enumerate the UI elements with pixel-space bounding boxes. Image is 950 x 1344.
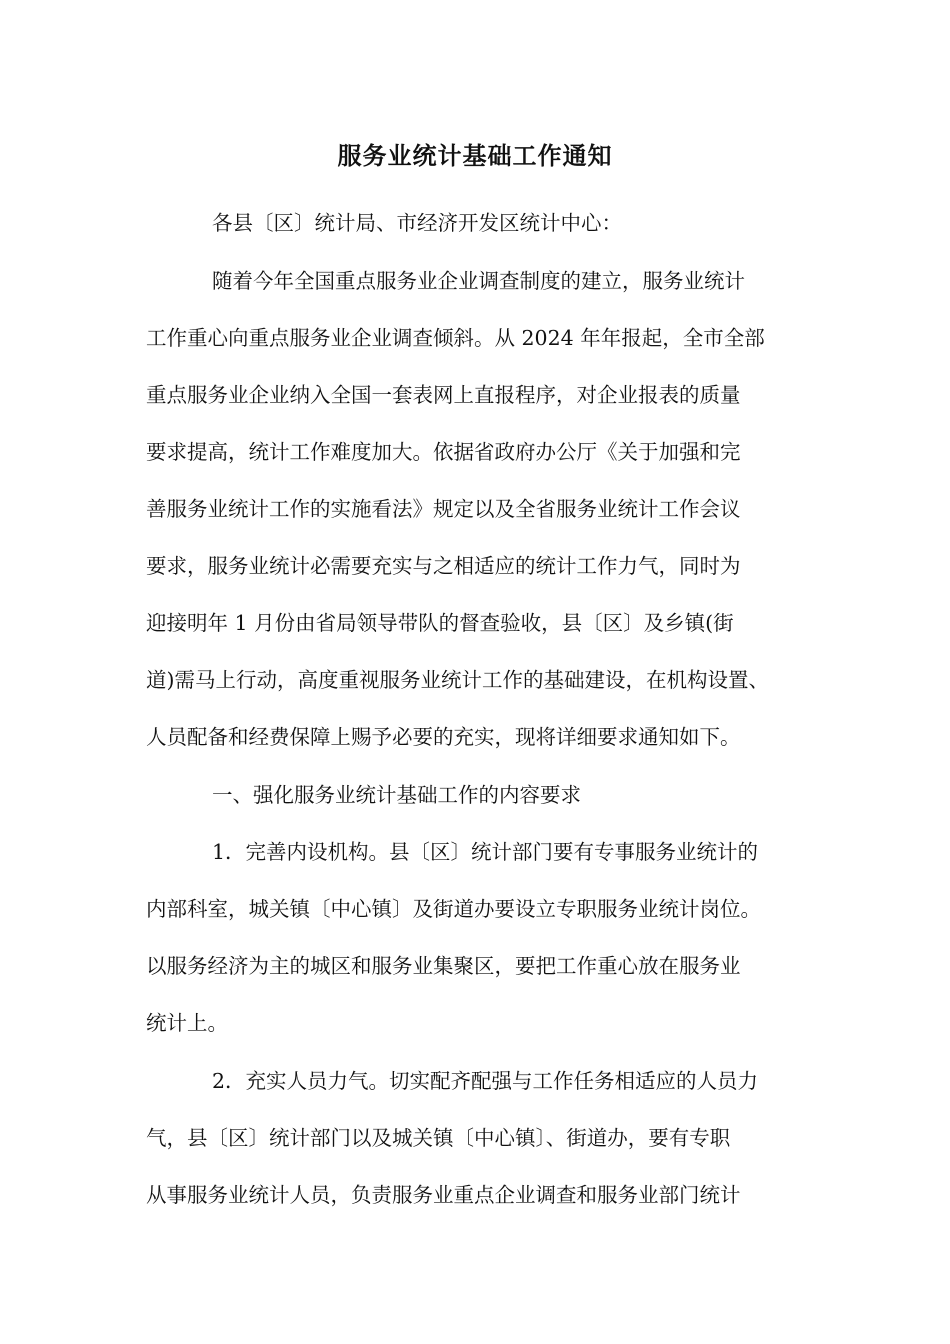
paragraph-line: 要求提高，统计工作难度加大。依据省政府办公厅《关于加强和完: [146, 440, 741, 464]
paragraph-line: 工作重心向重点服务业企业调查倾斜。从 2024 年年报起，全市全部: [146, 326, 765, 350]
paragraph-line: 重点服务业企业纳入全国一套表网上直报程序，对企业报表的质量: [146, 383, 741, 407]
paragraph-line: 以服务经济为主的城区和服务业集聚区，要把工作重心放在服务业: [146, 954, 741, 978]
paragraph-line: 统计上。: [146, 1011, 228, 1035]
paragraph-line: 内部科室，城关镇〔中心镇〕及街道办要设立专职服务业统计岗位。: [146, 897, 761, 921]
paragraph-line: 人员配备和经费保障上赐予必要的充实，现将详细要求通知如下。: [146, 725, 741, 749]
section-heading: 一、强化服务业统计基础工作的内容要求: [212, 783, 581, 807]
paragraph-line: 2．充实人员力气。切实配齐配强与工作任务相适应的人员力: [212, 1069, 759, 1093]
paragraph-line: 气，县〔区〕统计部门以及城关镇〔中心镇〕、街道办，要有专职: [146, 1126, 731, 1150]
paragraph-line: 随着今年全国重点服务业企业调查制度的建立，服务业统计: [212, 269, 745, 293]
paragraph-line: 要求，服务业统计必需要充实与之相适应的统计工作力气，同时为: [146, 554, 741, 578]
paragraph-line: 从事服务业统计人员，负责服务业重点企业调查和服务业部门统计: [146, 1183, 741, 1207]
document-title: 服务业统计基础工作通知: [337, 141, 613, 170]
paragraph-line: 迎接明年 1 月份由省局领导带队的督查验收，县〔区〕及乡镇(街: [146, 611, 734, 635]
paragraph-line: 善服务业统计工作的实施看法》规定以及全省服务业统计工作会议: [146, 497, 741, 521]
salutation: 各县〔区〕统计局、市经济开发区统计中心：: [212, 211, 622, 235]
paragraph-line: 道)需马上行动，高度重视服务业统计工作的基础建设，在机构设置、: [146, 668, 769, 692]
paragraph-line: 1．完善内设机构。县〔区〕统计部门要有专事服务业统计的: [212, 840, 759, 864]
